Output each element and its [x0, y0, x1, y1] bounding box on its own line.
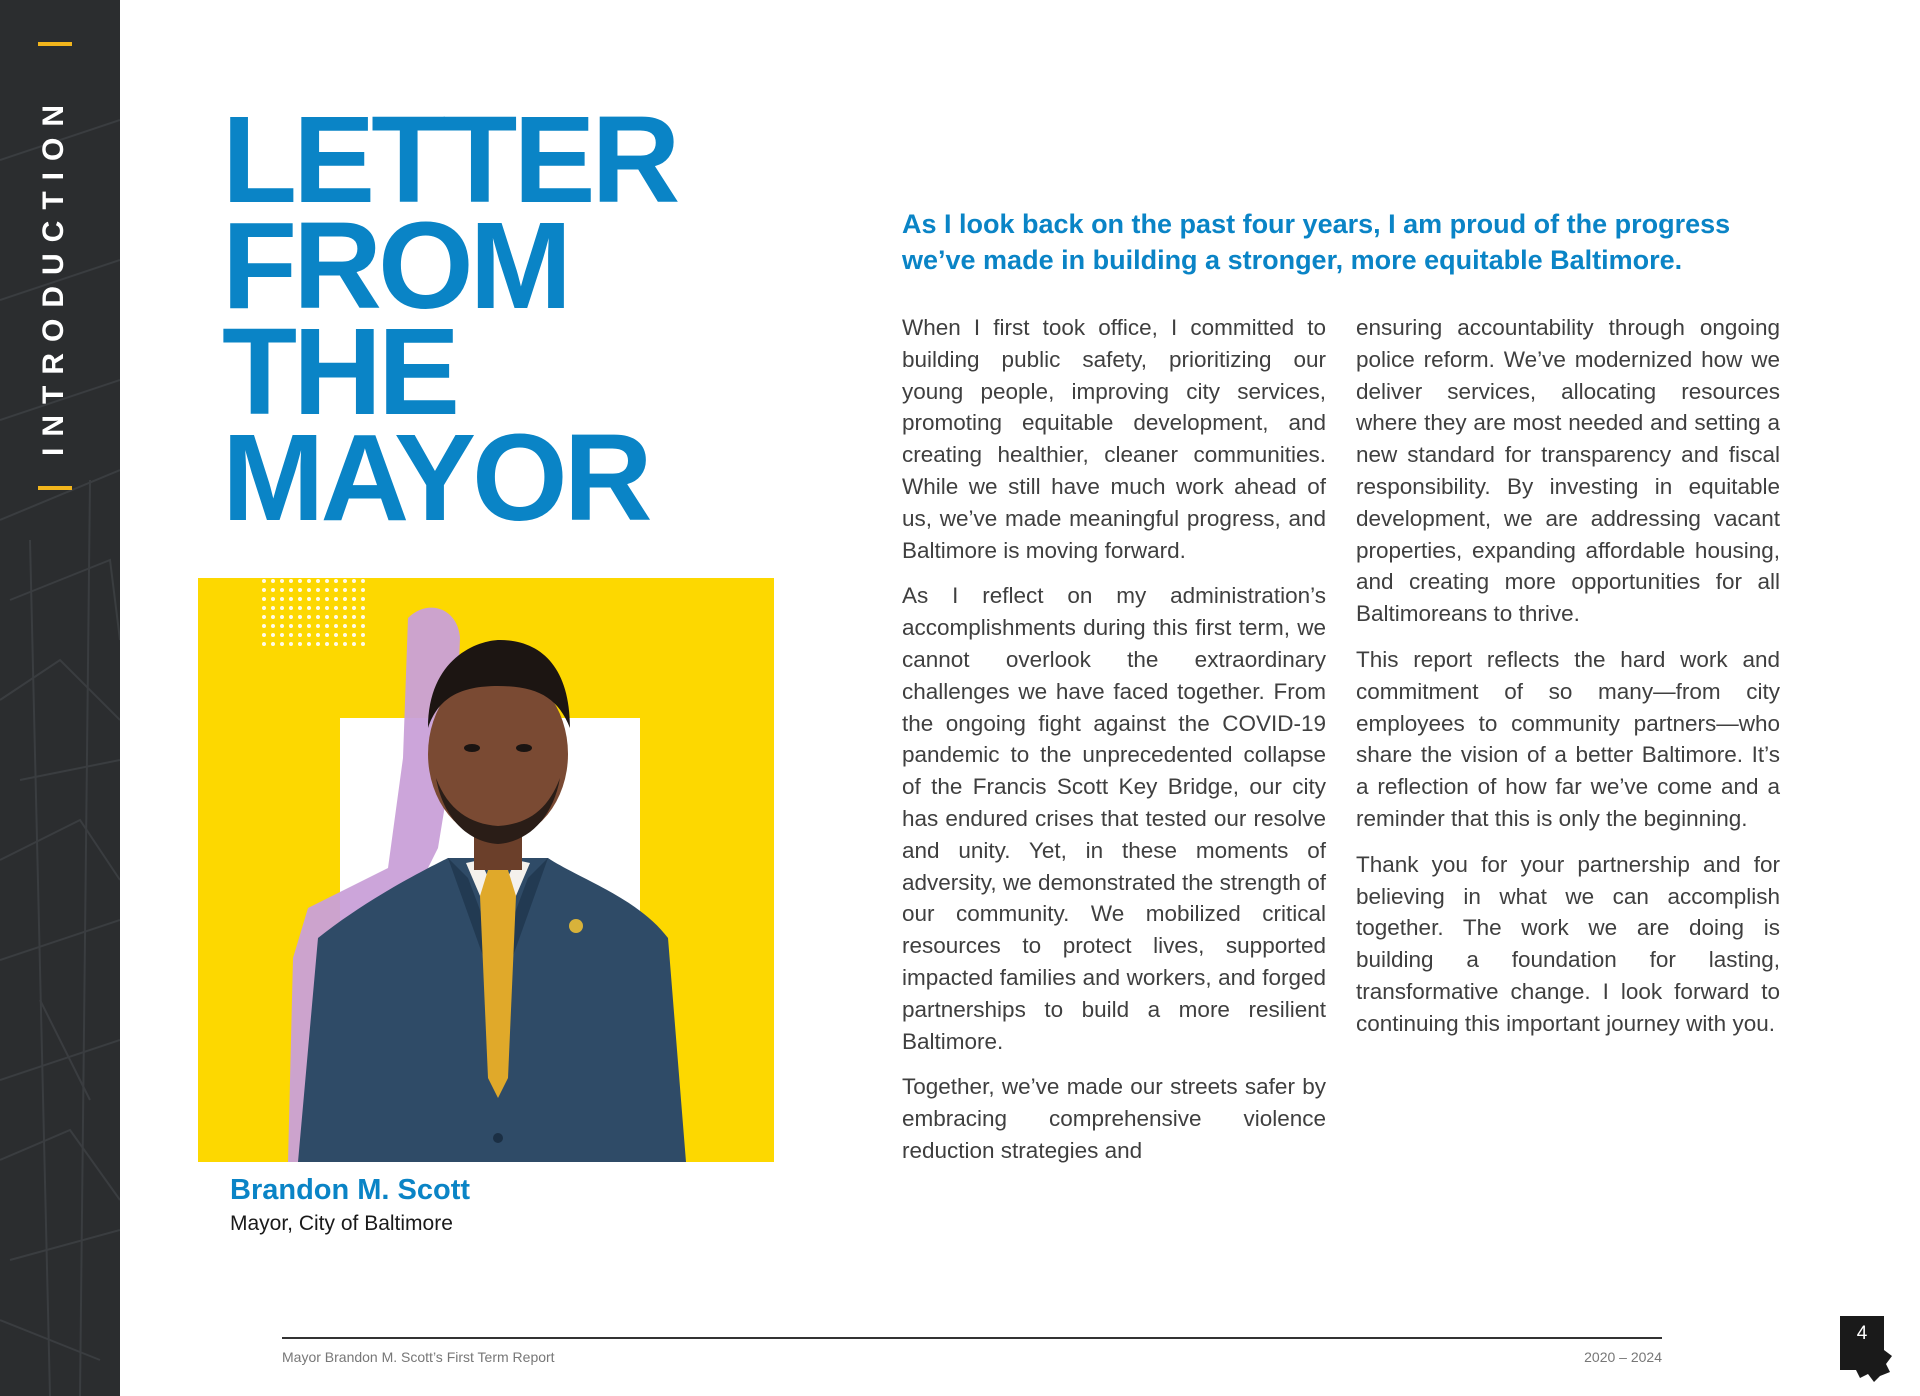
sidebar-top-tick: [38, 42, 72, 46]
page-title-line: LETTER: [222, 92, 677, 229]
body-paragraph: ensuring accountability through ongoing police reform. We’ve modernized how we deliver services, allocating resources where they are most needed and setting a new standard for transparency and fiscal responsibility. By investing in equitable development, we are addressing vacant properties, expanding affordable housing, and creating more opportunities for all Baltimoreans to thrive.: [1356, 315, 1780, 627]
sidebar-bottom-tick: [38, 486, 72, 490]
body-column-right: [1356, 312, 1780, 1054]
body-paragraph: As I reflect on my administration’s accomplishments during this first term, we cannot overlook the extraordinary challenges we have faced together. From the ongoing fight against the COVID-19 pandemic to the unprecedented collapse of the Francis Scott Key Bridge, our city has endured crises that tested our resolve and unity. Yet, in these moments of adversity, we demonstrated the strength of our community. We mobilized critical resources to protect lives, supported impacted families and workers, and forged partnerships to build a more resilient Baltimore.: [902, 583, 1326, 1054]
body-paragraph: Together, we’ve made our streets safer by embracing comprehensive violence reduction strategies and: [902, 1074, 1326, 1163]
page-title-line: MAYOR: [222, 410, 649, 547]
body-paragraph: Thank you for your partnership and for believing in what we can accomplish together. The work we are doing is building a foundation for lasting, transformative change. I look forward to continuing this important journey with you.: [1356, 851, 1780, 1036]
mayor-portrait: [198, 578, 774, 1162]
page-number: 4: [1856, 1323, 1868, 1344]
page-title: [222, 92, 677, 547]
body-paragraph: This report reflects the hard work and commitment of so many—from city employees to community partners—who share the vision of a better Baltimore. It’s a reflection of how far we’ve come and a reminder that this is only the beginning.: [1356, 646, 1780, 831]
lead-statement: As I look back on the past four years, I am proud of the progress we’ve made in building a stronger, more equitable Baltimore.: [902, 209, 1731, 275]
footer-report-title: Mayor Brandon M. Scott’s First Term Report: [282, 1349, 555, 1365]
mayor-title: Mayor, City of Baltimore: [230, 1212, 453, 1235]
footer-years: 2020 – 2024: [1584, 1349, 1662, 1365]
body-column-left: [902, 312, 1326, 1181]
section-label-text: INTRODUCTION: [37, 94, 70, 456]
mayor-name: Brandon M. Scott: [230, 1174, 471, 1206]
page-title-line: FROM: [222, 198, 569, 335]
portrait-illustration: [198, 578, 774, 1162]
page-title-line: THE: [222, 304, 456, 441]
sidebar: [0, 0, 120, 1396]
body-paragraph: When I first took office, I committed to building public safety, prioritizing our young people, improving city services, promoting equitable development, and creating healthier, cleaner communities. While we still have much work ahead of us, we’ve made meaningful progress, and Baltimore is moving forward.: [902, 315, 1326, 563]
section-label: [18, 80, 90, 470]
footer-divider: [282, 1337, 1662, 1339]
